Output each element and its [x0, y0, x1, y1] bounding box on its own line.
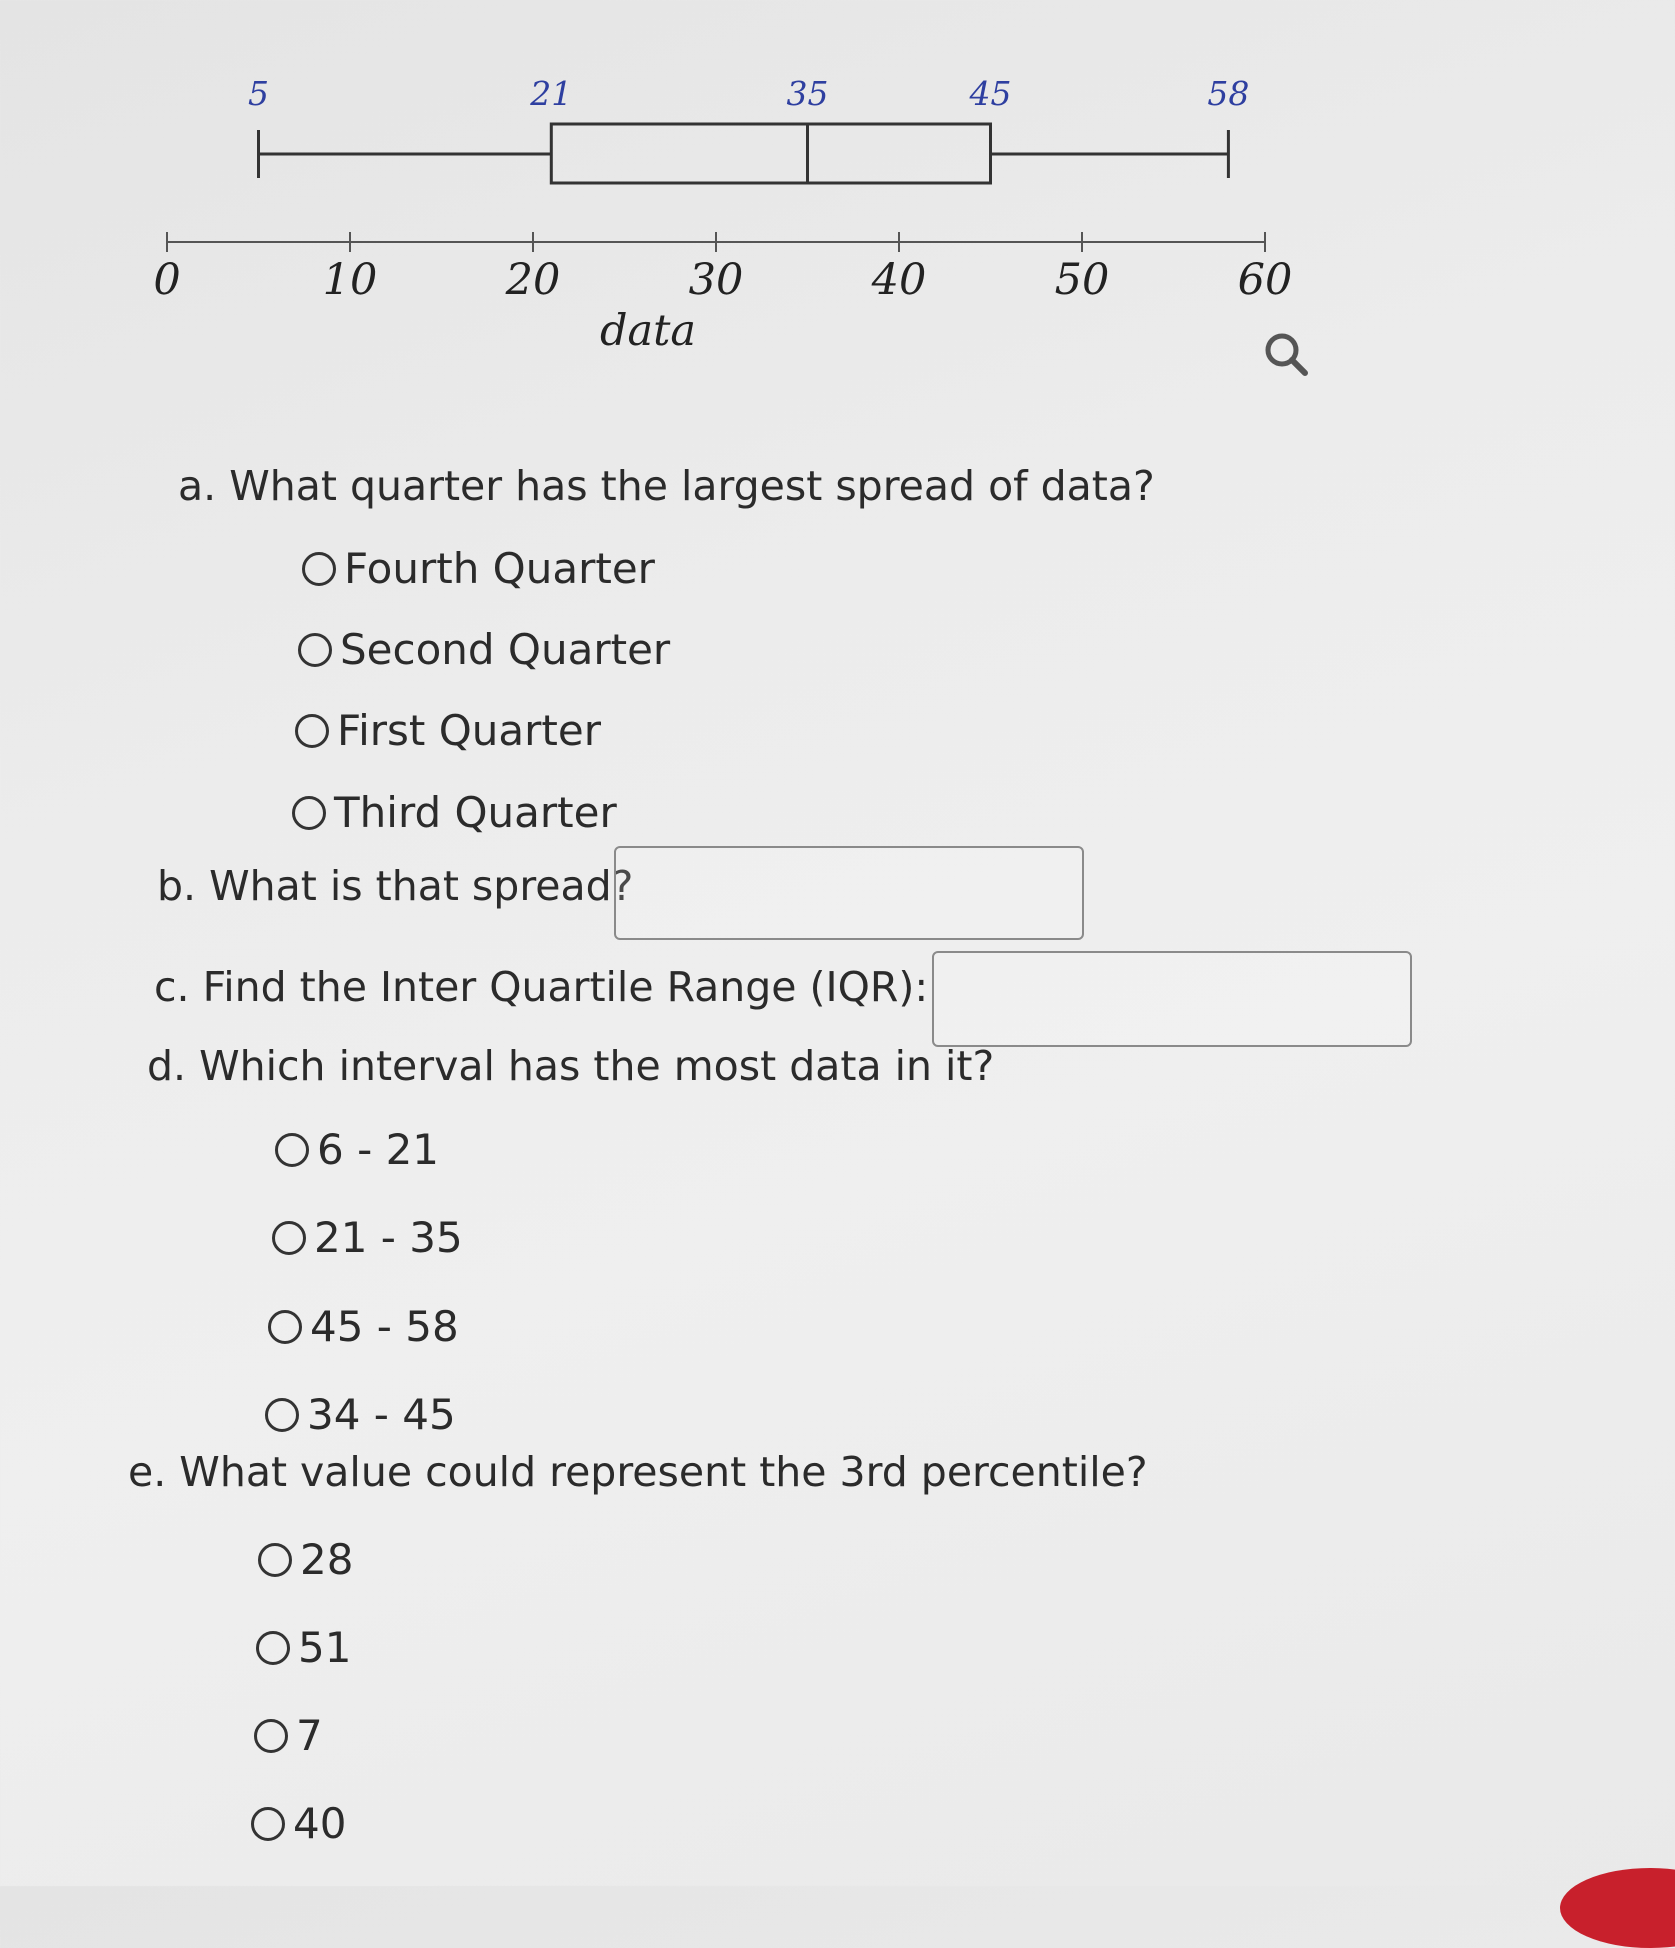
radio-button[interactable]	[292, 796, 326, 830]
radio-button[interactable]	[272, 1221, 306, 1255]
question-e-option-3[interactable]	[254, 1711, 323, 1760]
x-axis-tick-label: 20	[505, 255, 561, 305]
q3-value-label: 45	[969, 74, 1012, 113]
question-d-option-3[interactable]	[268, 1302, 459, 1351]
radio-button[interactable]	[256, 1631, 290, 1665]
x-axis-tick-label: 10	[322, 255, 378, 305]
question-a-option-1[interactable]	[302, 544, 655, 593]
x-axis	[153, 232, 1292, 305]
corner-decoration	[1560, 1868, 1675, 1948]
question-d-option-1[interactable]	[275, 1125, 439, 1174]
radio-button[interactable]	[265, 1398, 299, 1432]
question-b-prompt: b. What is that spread?	[157, 862, 634, 910]
magnifier-icon[interactable]	[1262, 330, 1310, 378]
radio-button[interactable]	[254, 1719, 288, 1753]
question-d-option-4[interactable]	[265, 1390, 456, 1439]
spread-answer-input[interactable]	[614, 846, 1084, 940]
radio-button[interactable]	[302, 552, 336, 586]
radio-button[interactable]	[275, 1133, 309, 1167]
option-label: 7	[296, 1711, 323, 1760]
option-label: 40	[293, 1799, 347, 1848]
box-plot-chart	[0, 0, 1400, 360]
x-axis-tick-label: 30	[688, 255, 744, 305]
option-label: Second Quarter	[340, 625, 671, 674]
option-label: 45 - 58	[310, 1302, 459, 1351]
question-d-prompt: d. Which interval has the most data in it?	[147, 1042, 995, 1090]
radio-button[interactable]	[258, 1543, 292, 1577]
q1-value-label: 21	[530, 74, 573, 113]
iqr-answer-input[interactable]	[932, 951, 1412, 1047]
radio-button[interactable]	[251, 1807, 285, 1841]
radio-button[interactable]	[268, 1310, 302, 1344]
option-label: Fourth Quarter	[344, 544, 655, 593]
radio-button[interactable]	[298, 633, 332, 667]
option-label: Third Quarter	[334, 788, 617, 837]
option-label: 21 - 35	[314, 1213, 463, 1262]
question-a-option-2[interactable]	[298, 625, 670, 674]
x-axis-tick-label: 0	[153, 255, 181, 305]
median-value-label: 35	[786, 74, 829, 113]
option-label: First Quarter	[337, 706, 601, 755]
radio-button[interactable]	[295, 714, 329, 748]
question-d-option-2[interactable]	[272, 1213, 463, 1262]
question-a-prompt: a. What quarter has the largest spread of data?	[178, 462, 1155, 510]
question-e-option-2[interactable]	[256, 1623, 351, 1672]
question-a-option-4[interactable]	[292, 788, 617, 837]
option-label: 28	[300, 1535, 354, 1584]
option-label: 6 - 21	[317, 1125, 440, 1174]
question-e-option-4[interactable]	[251, 1799, 346, 1848]
max-value-label: 58	[1207, 74, 1250, 113]
x-axis-tick-label: 50	[1054, 255, 1110, 305]
iqr-box	[551, 124, 990, 183]
question-e-prompt: e. What value could represent the 3rd percentile?	[128, 1448, 1148, 1496]
min-value-label: 5	[248, 74, 269, 113]
option-label: 51	[298, 1623, 352, 1672]
question-e-option-1[interactable]	[258, 1535, 353, 1584]
x-axis-tick-label: 60	[1237, 255, 1293, 305]
question-a-option-3[interactable]	[295, 706, 601, 755]
x-axis-tick-label: 40	[871, 255, 927, 305]
x-axis-title: data	[599, 306, 697, 356]
option-label: 34 - 45	[307, 1390, 456, 1439]
box-plot	[248, 74, 1249, 183]
question-c-prompt: c. Find the Inter Quartile Range (IQR):	[154, 963, 929, 1011]
